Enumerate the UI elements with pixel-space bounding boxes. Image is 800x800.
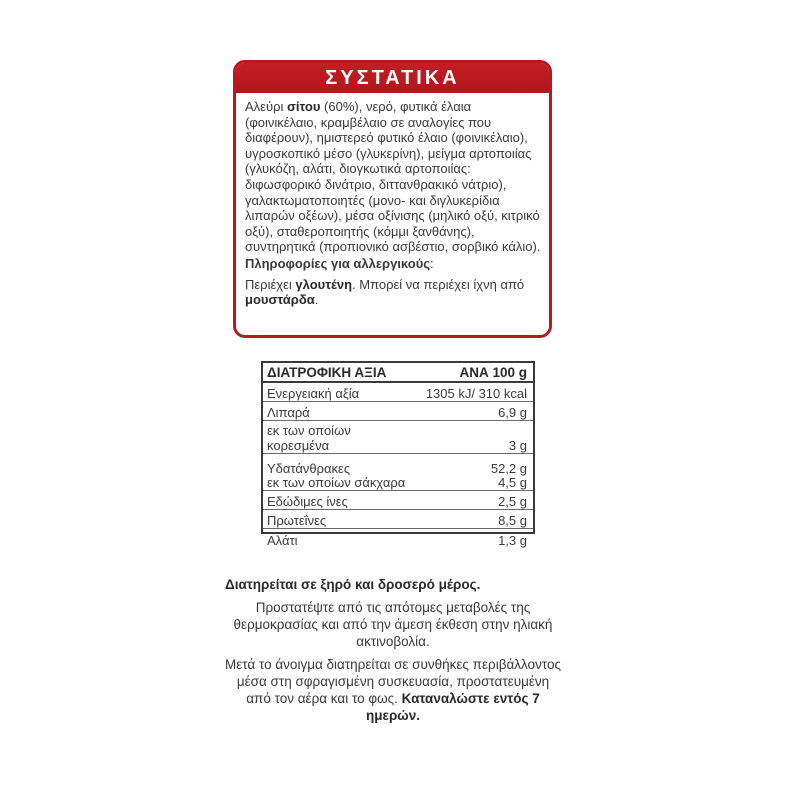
storage-paragraph-2 bbox=[225, 656, 561, 724]
energy-label: Ενεργειακή αξία bbox=[267, 386, 360, 401]
salt-label: Αλάτι bbox=[267, 533, 298, 548]
fibre-value: 2,5 g bbox=[498, 494, 527, 509]
allergen-text-part: . Μπορεί να περιέχει ίχνη από bbox=[352, 276, 525, 292]
protein-value: 8,5 g bbox=[498, 513, 527, 528]
nutrition-row-protein bbox=[263, 510, 533, 529]
nutrition-row-fibre bbox=[263, 491, 533, 510]
nutrition-row-saturates bbox=[263, 421, 533, 454]
nutrition-row-fat bbox=[263, 402, 533, 421]
allergen-text-part: . bbox=[314, 292, 319, 308]
energy-value: 1305 kJ/ 310 kcal bbox=[425, 386, 527, 401]
saturates-label bbox=[267, 423, 351, 453]
nutrition-row-energy bbox=[263, 383, 533, 402]
ingredients-allergen-wheat: σίτου bbox=[286, 99, 321, 114]
nutrition-header bbox=[263, 363, 533, 383]
saturates-label-line1: εκ των οποίων bbox=[267, 423, 351, 438]
allergen-info-text bbox=[245, 277, 541, 308]
storage-consume-within: Καταναλώστε εντός 7 ημερών. bbox=[366, 691, 540, 723]
protein-label: Πρωτεΐνες bbox=[267, 513, 327, 528]
allergen-info-title-text: Πληροφορίες για αλλεργικούς bbox=[245, 255, 431, 271]
ingredients-title: ΣΥΣΤΑΤΙΚΑ bbox=[236, 63, 549, 93]
carbs-value: 52,2 g bbox=[490, 461, 527, 476]
sugars-line bbox=[267, 476, 527, 490]
allergen-mustard: μουστάρδα bbox=[245, 292, 315, 308]
ingredients-body bbox=[236, 93, 549, 308]
ingredients-text bbox=[245, 99, 541, 255]
nutrition-table bbox=[261, 361, 535, 548]
fat-value: 6,9 g bbox=[498, 405, 527, 420]
storage-instructions bbox=[225, 576, 561, 724]
carbs-label: Υδατάνθρακες bbox=[267, 461, 351, 476]
allergen-gluten: γλουτένη bbox=[295, 276, 353, 292]
saturates-value: 3 g bbox=[508, 438, 527, 453]
ingredients-text-part: (60%), νερό, φυτικά έλαια (φοινικέλαιο, κραμβέλαιο σε αναλογίες που διαφέρουν), ημιστερεό φυτικό έλαιο (φοινικέλαιο), υγροσκοπικό μέσο (γλυκερίνη), μείγμα αρτοποιίας (γλυκόζη, αλάτι, διογκωτικά αρτοποιίας: διφωσφορικό δινάτριο, διττανθρακικό νάτριο), γαλακτωματοποιητές (μονο- και διγλυκερίδια λιπαρών οξέων), μέσα οξίνισης (μηλικό οξύ, κιτρικό οξύ), σταθεροποιητής (κόμμι ξανθάνης), συντηρητικά (προπιονικό ασβέστιο, σορβικό κάλιο). bbox=[245, 99, 541, 255]
nutrition-header-label: ΔΙΑΤΡΟΦΙΚΗ ΑΞΙΑ bbox=[267, 365, 387, 380]
nutrition-header-value: ΑΝΑ 100 g bbox=[459, 365, 527, 380]
saturates-label-line2: κορεσμένα bbox=[267, 438, 330, 453]
sugars-label: εκ των οποίων σάκχαρα bbox=[267, 475, 406, 490]
ingredients-panel bbox=[233, 60, 552, 338]
fibre-label: Εδώδιμες ίνες bbox=[267, 494, 348, 509]
carbs-line bbox=[267, 462, 527, 476]
storage-paragraph-2-text: Μετά το άνοιγμα διατηρείται σε συνθήκες περιβάλλοντος μέσα στη σφραγισμένη συσκευασία, προστατευμένη από τον αέρα και το φως. bbox=[225, 657, 561, 706]
allergen-text-part: Περιέχει bbox=[245, 276, 296, 292]
ingredients-text-part: Αλεύρι bbox=[245, 99, 287, 114]
allergen-info-title bbox=[245, 256, 541, 272]
allergen-info-colon: : bbox=[430, 255, 434, 271]
storage-title: Διατηρείται σε ξηρό και δροσερό μέρος. bbox=[225, 577, 481, 592]
sugars-value: 4,5 g bbox=[498, 475, 527, 490]
salt-value: 1,3 g bbox=[498, 533, 527, 548]
nutrition-row-carbohydrates bbox=[263, 454, 533, 491]
storage-paragraph-1: Προστατέψτε από τις απότομες μεταβολές της θερμοκρασίας και από την άμεση έκθεση στην ηλιακή ακτινοβολία. bbox=[233, 600, 553, 649]
nutrition-row-salt bbox=[263, 529, 533, 548]
fat-label: Λιπαρά bbox=[267, 405, 310, 420]
